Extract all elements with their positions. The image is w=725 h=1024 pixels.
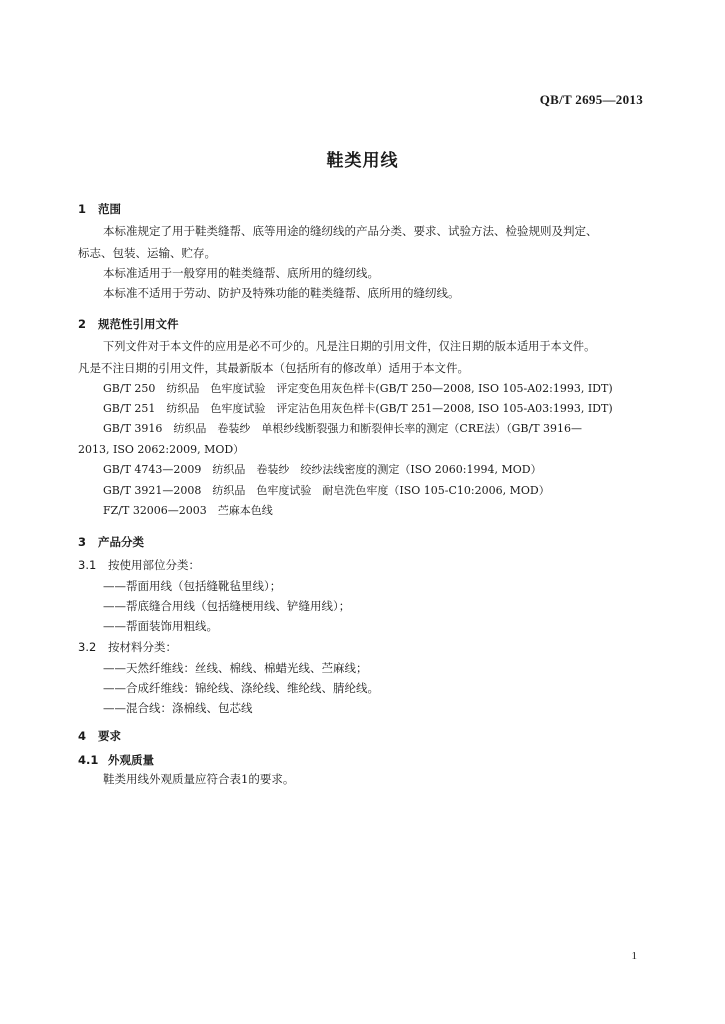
section-2-heading: 2 规范性引用文件 bbox=[78, 317, 179, 331]
reference-item: FZ/T 32006—2003 苎麻本色线 bbox=[103, 504, 273, 517]
section-4-heading: 4 要求 bbox=[78, 729, 121, 743]
reference-item: GB/T 251 纺织品 色牢度试验 评定沾色用灰色样卡(GB/T 251—2008, ISO 105-A03:1993, IDT) bbox=[103, 402, 613, 415]
sec4-1-paragraph: 鞋类用线外观质量应符合表1的要求。 bbox=[103, 772, 295, 786]
list-item: ——天然纤维线：丝线、棉线、棉蜡光线、苎麻线； bbox=[103, 661, 368, 675]
page-number: 1 bbox=[631, 950, 637, 962]
section-4-1-heading: 4.1 外观质量 bbox=[78, 753, 154, 767]
reference-item: GB/T 3916 纺织品 卷装纱 单根纱线断裂强力和断裂伸长率的测定（CRE法）（GB/T 3916— bbox=[103, 422, 583, 435]
sec1-paragraph-1b: 标志、包装、运输、贮存。 bbox=[78, 246, 216, 260]
sec1-paragraph-3: 本标准不适用于劳动、防护及特殊功能的鞋类缝帮、底所用的缝纫线。 bbox=[103, 286, 460, 300]
list-item: ——混合线：涤棉线、包芯线 bbox=[103, 701, 253, 715]
reference-item: 2013, ISO 2062:2009, MOD） bbox=[78, 443, 245, 456]
sec1-paragraph-1a: 本标准规定了用于鞋类缝帮、底等用途的缝纫线的产品分类、要求、试验方法、检验规则及判定、 bbox=[103, 224, 598, 238]
list-item: ——合成纤维线：锦纶线、涤纶线、维纶线、腈纶线。 bbox=[103, 681, 379, 695]
reference-item: GB/T 4743—2009 纺织品 卷装纱 绞纱法线密度的测定（ISO 2060:1994, MOD） bbox=[103, 463, 542, 476]
standard-code: QB/T 2695—2013 bbox=[539, 92, 643, 107]
document-title: 鞋类用线 bbox=[326, 151, 399, 171]
reference-item: GB/T 250 纺织品 色牢度试验 评定变色用灰色样卡(GB/T 250—2008, ISO 105-A02:1993, IDT) bbox=[103, 382, 613, 395]
section-3-1-heading: 3.1 按使用部位分类： bbox=[78, 558, 200, 572]
sec1-paragraph-2: 本标准适用于一般穿用的鞋类缝帮、底所用的缝纫线。 bbox=[103, 266, 379, 280]
sec2-paragraph-1b: 凡是不注日期的引用文件，其最新版本（包括所有的修改单）适用于本文件。 bbox=[78, 361, 469, 375]
list-item: ——帮底缝合用线（包括缝梗用线、铲缝用线）； bbox=[103, 599, 351, 613]
section-1-heading: 1 范围 bbox=[78, 202, 121, 216]
section-3-heading: 3 产品分类 bbox=[78, 535, 144, 549]
list-item: ——帮面用线（包括缝靴毡里线）； bbox=[103, 579, 282, 593]
sec2-paragraph-1a: 下列文件对于本文件的应用是必不可少的。凡是注日期的引用文件，仅注日期的版本适用于本文件。 bbox=[103, 340, 596, 353]
list-item: ——帮面装饰用粗线。 bbox=[103, 619, 218, 633]
section-3-2-heading: 3.2 按材料分类： bbox=[78, 640, 177, 654]
reference-item: GB/T 3921—2008 纺织品 色牢度试验 耐皂洗色牢度（ISO 105-C10:2006, MOD） bbox=[103, 484, 550, 497]
